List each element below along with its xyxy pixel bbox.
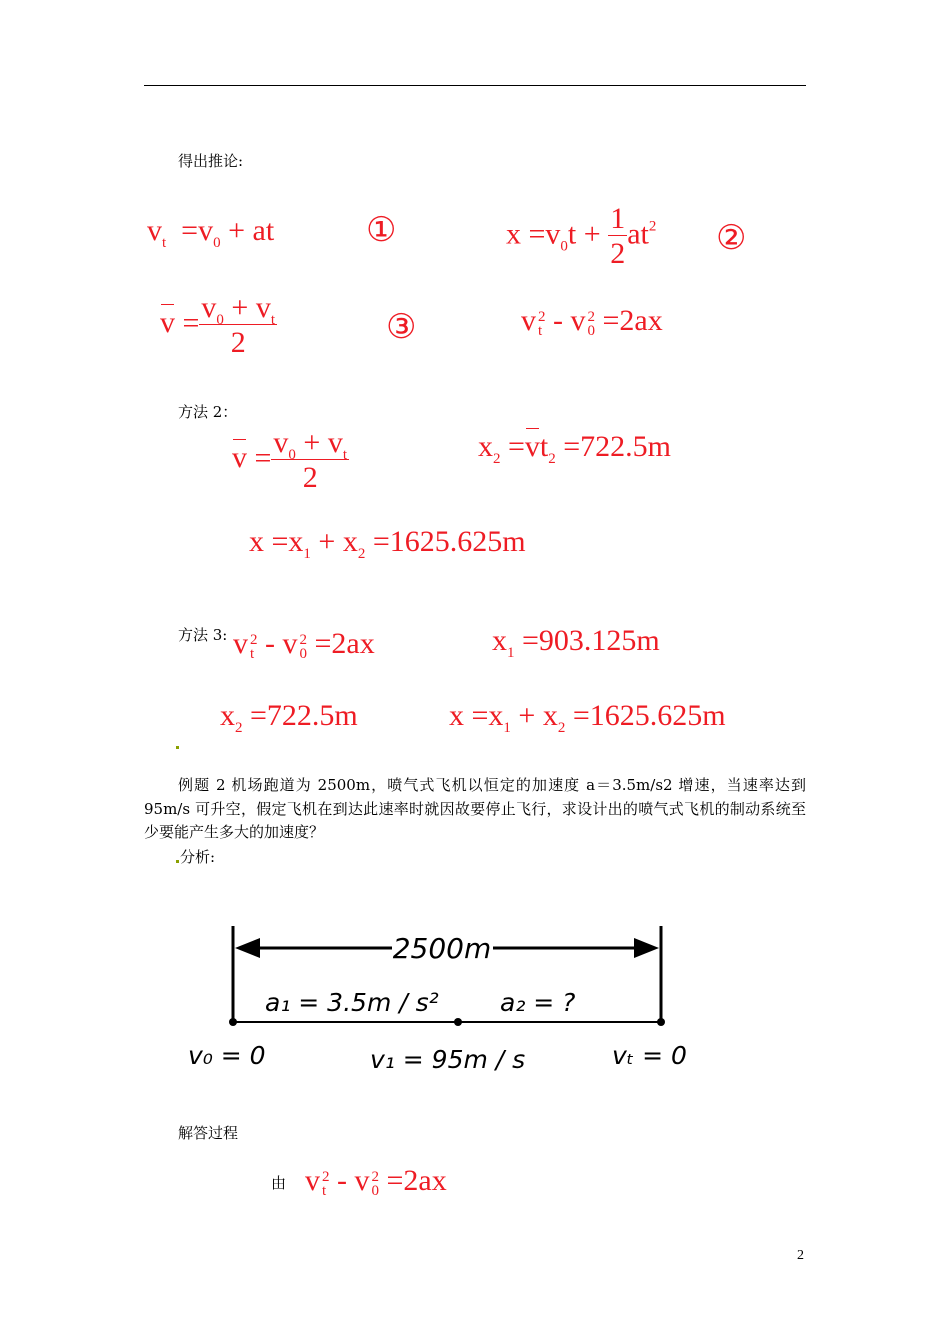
formula-displacement: $x =v_0t$ + $\frac{1}{2}$ $at^2$	[506, 202, 657, 270]
runway-diagram	[180, 920, 700, 1080]
method3-total: $x =x_1 + x_2 =1625.625m$	[449, 699, 726, 736]
label-by: 由	[271, 1174, 287, 1192]
method3-x2: $x_2 =722.5m$	[220, 699, 358, 736]
diagram-a1: a₁ = 3.5m / s²	[265, 988, 439, 1017]
marker-dot	[176, 860, 179, 863]
method3-formula: v 2 t - v 2 0 =2ax	[233, 627, 375, 662]
arrow-right-icon	[634, 938, 659, 958]
diagram-v1: v₁ = 95m / s	[370, 1045, 526, 1074]
diagram-v0: v₀ = 0	[188, 1041, 266, 1070]
formula-velocity: $v_t =v_0$ + at	[147, 214, 275, 251]
marker-dot	[176, 746, 179, 749]
example-problem: 例题 2 机场跑道为 2500m，喷气式飞机以恒定的加速度 a＝3.5m/s2 增速，当速率达到 95m/s 可升空，假定飞机在到达此速率时就因故要停止飞行，求设计出的喷气式飞机的制动系统至少要能产生多大的加速度？	[144, 776, 806, 841]
formula-velocity-displacement: v 2 t - v 2 0 =2ax	[521, 304, 663, 339]
method2-average-velocity: v = $\frac{v_0 + v_t}{2}$	[232, 426, 348, 494]
marker-3: ③	[386, 307, 417, 347]
method2-total-displacement: $x =x_1 + x_2 =1625.625m$	[249, 525, 526, 562]
marker-2: ②	[716, 218, 747, 258]
method2-x2: $x_2 =vt_2 =722.5m$	[478, 430, 672, 467]
solution-formula: v 2 t - v 2 0 =2ax	[305, 1164, 447, 1199]
heading-method-3: 方法 3:	[178, 626, 228, 644]
heading-analysis: 分析:	[180, 848, 216, 866]
diagram-length: 2500m	[392, 932, 492, 965]
marker-1: ①	[366, 210, 397, 250]
header-rule	[144, 85, 806, 86]
heading-conclusion: 得出推论:	[178, 152, 244, 170]
heading-solution: 解答过程	[178, 1124, 239, 1142]
arrow-left-icon	[235, 938, 260, 958]
method3-x1: $x_1 =903.125m$	[492, 624, 660, 661]
formula-average-velocity: v = $\frac{v_0 + v_t}{2}$	[160, 291, 276, 359]
heading-method-2: 方法 2：	[178, 403, 238, 421]
page-number: 2	[797, 1248, 804, 1263]
diagram-vt: vₜ = 0	[612, 1041, 687, 1070]
diagram-a2: a₂ = ?	[500, 988, 576, 1017]
